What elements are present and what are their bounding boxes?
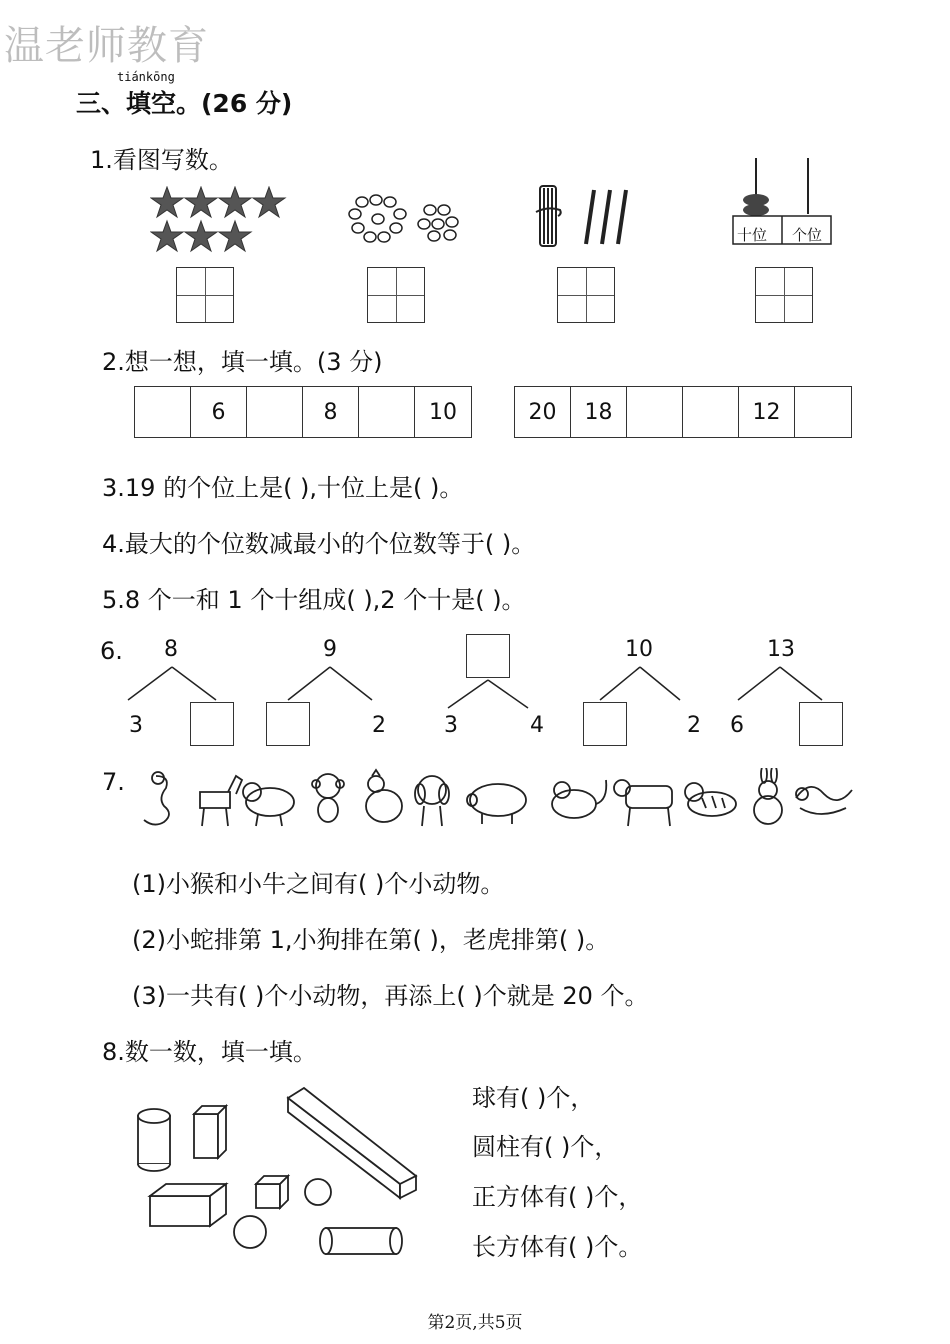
dog-icon: [415, 776, 449, 826]
q7-label: 7.: [102, 768, 125, 796]
bond-right: 2: [687, 713, 701, 738]
section-pinyin: tiánkōng: [117, 70, 175, 84]
q8-line-ball: 球有( )个，: [472, 1084, 595, 1112]
cow-icon: [614, 780, 672, 826]
q3-text: 3.19 的个位上是( ),十位上是( )。: [102, 474, 464, 502]
bond-top: 13: [767, 637, 795, 662]
cube-icon: [256, 1176, 288, 1208]
sphere-icon: [305, 1179, 331, 1205]
q2-text: 2.想一想，填一填。(3 分): [102, 348, 383, 376]
long-cuboid-icon: [288, 1088, 416, 1198]
abacus-ones-label: 个位: [792, 226, 823, 244]
solids-figure: [120, 1080, 420, 1260]
q6-label: 6.: [100, 637, 123, 665]
sequence-cell[interactable]: 12: [739, 387, 795, 437]
q8-line-cube: 正方体有( )个，: [472, 1183, 643, 1211]
bond-top: 10: [625, 637, 653, 662]
sheep-icon: [243, 783, 294, 826]
sphere-icon: [234, 1216, 266, 1248]
cuboid-icon: [194, 1106, 226, 1158]
bond-answer-box[interactable]: [266, 702, 310, 746]
q5-text: 5.8 个一和 1 个十组成( ),2 个十是( )。: [102, 586, 526, 614]
q8-text: 8.数一数，填一填。: [102, 1038, 317, 1066]
tiger-icon: [685, 783, 736, 816]
q8-line-cuboid: 长方体有( )个。: [472, 1233, 643, 1261]
mouse-icon: [552, 780, 606, 818]
q7-sub3: (3)一共有( )个小动物，再添上( )个就是 20 个。: [132, 982, 649, 1010]
bond-top: 9: [323, 637, 337, 662]
section-title: 三、填空。(26 分): [76, 89, 293, 118]
bond-left: 6: [730, 713, 744, 738]
abacus-tens-label: 十位: [737, 226, 768, 244]
sequence-cell[interactable]: 6: [191, 387, 247, 437]
bond-top: 8: [164, 637, 178, 662]
q4-text: 4.最大的个位数减最小的个位数等于( )。: [102, 530, 536, 558]
pig-icon: [467, 784, 526, 824]
animals-row: [136, 768, 856, 832]
bond-answer-box[interactable]: [799, 702, 843, 746]
bond-answer-box[interactable]: [583, 702, 627, 746]
sequence-cell[interactable]: 10: [429, 399, 457, 425]
q7-sub1: (1)小猴和小牛之间有( )个小动物。: [132, 870, 505, 898]
cylinder-icon: [138, 1109, 170, 1171]
sequence-cell[interactable]: 20: [515, 387, 571, 437]
bond-right: 2: [372, 713, 386, 738]
bond-answer-box[interactable]: [466, 634, 510, 678]
rooster-icon: [366, 770, 402, 822]
page-footer: 第2页,共5页: [427, 1313, 523, 1333]
bond-answer-box[interactable]: [190, 702, 234, 746]
box-cuboid-icon: [150, 1184, 226, 1226]
dragon-icon: [796, 787, 852, 814]
bond-left: 3: [444, 713, 458, 738]
bond-left: 3: [129, 713, 143, 738]
q8-line-cylinder: 圆柱有( )个，: [472, 1133, 619, 1161]
q1-text: 1.看图写数。: [90, 146, 233, 174]
watermark: 温老师教育: [4, 23, 209, 69]
rabbit-icon: [754, 768, 782, 824]
horse-icon: [200, 776, 242, 826]
sequence-cell[interactable]: 8: [303, 387, 359, 437]
monkey-icon: [312, 774, 344, 822]
q7-sub2: (2)小蛇排第 1,小狗排在第( )，老虎排第( )。: [132, 926, 610, 954]
snake-icon: [144, 772, 169, 825]
cylinder-lying-icon: [320, 1228, 402, 1254]
sequence-cell[interactable]: 18: [571, 387, 627, 437]
bond-right: 4: [530, 713, 544, 738]
